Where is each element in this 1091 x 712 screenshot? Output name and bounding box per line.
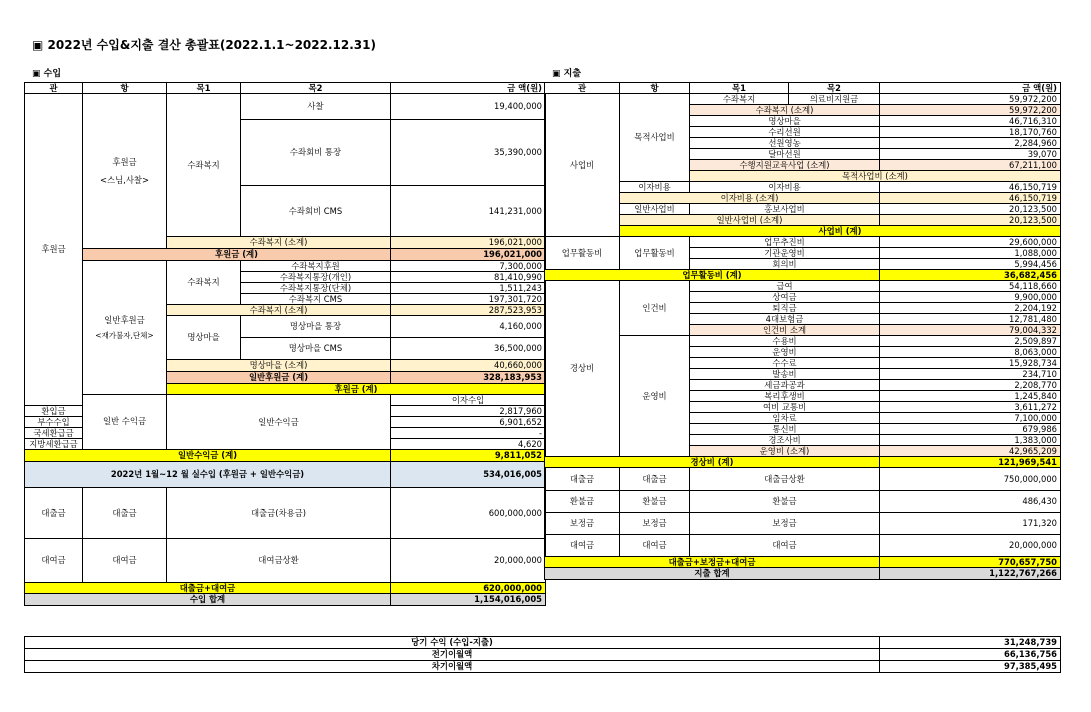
mok2-cell: 수좌복지후원 (241, 261, 391, 272)
amount-cell: 234,710 (880, 369, 1061, 380)
mok2-cell: 의료비지원금 (789, 94, 880, 105)
mok-cell: 보정금 (690, 513, 880, 535)
mok1-sujwa: 수좌복지 (167, 94, 241, 237)
amount-cell: 4,160,000 (391, 316, 546, 338)
header-hang: 항 (620, 83, 690, 94)
table-row (545, 468, 1061, 491)
mok-cell: 달마선원 (690, 149, 880, 160)
total-label: 후원금 (계) (83, 249, 391, 261)
header-amount: 금 액(원) (880, 83, 1061, 94)
mok-cell: 급여 (690, 281, 880, 292)
mok-cell: 선원영농 (690, 138, 880, 149)
subtotal-label: 인건비 소계 (690, 325, 880, 336)
summary-amount: 31,248,739 (880, 637, 1061, 649)
summary-amount: 66,136,756 (880, 649, 1061, 661)
amount-cell: 197,301,720 (391, 294, 546, 305)
grand-total-row (545, 226, 1061, 237)
amount-cell: 29,600,000 (880, 237, 1061, 248)
gwan-upmu: 업무활동비 (545, 237, 620, 270)
amount-cell: 171,320 (880, 513, 1061, 535)
mok1-cell: 수좌복지 (690, 94, 789, 105)
mok-cell: 대여금 (690, 535, 880, 557)
subtotal-label: 수좌복지 (소계) (690, 105, 880, 116)
amount-cell: 81,410,990 (391, 272, 546, 283)
table-row (25, 395, 546, 406)
mok2-cell: 수좌복지통장(단체) (241, 283, 391, 294)
income-total-amount: 1,154,016,005 (391, 594, 546, 606)
mok-cell: 경조사비 (690, 435, 880, 446)
mok-cell: 운영비 (690, 347, 880, 358)
header-mok2: 목2 (789, 83, 880, 94)
amount-cell: 2,204,192 (880, 303, 1061, 314)
mok-cell: 여비 교통비 (690, 402, 880, 413)
mok2-cell: 명상마을 통장 (241, 316, 391, 338)
mok2-cell: 수좌회비 CMS (241, 186, 391, 237)
hang-cell: 환불금 (620, 491, 690, 513)
amount-cell: 600,000,000 (391, 488, 546, 539)
income-table (24, 82, 546, 606)
grand-total-row (545, 557, 1061, 568)
mok2-cell: 국세환급금 (25, 428, 83, 439)
grand-total-row (25, 583, 546, 594)
hang-huwon-label: 후원금 (112, 156, 137, 167)
header-amount: 금 액(원) (391, 83, 546, 94)
mok2-cell: 수좌복지통장(개인) (241, 272, 391, 283)
mok-cell: 발송비 (690, 369, 880, 380)
hang-loan: 대출금 (83, 488, 167, 539)
table-header (25, 83, 546, 94)
table-row (25, 261, 546, 272)
gwan-cell: 대여금 (545, 535, 620, 557)
subtotal-amount: 59,972,200 (880, 105, 1061, 116)
mok-cell: 홍보사업비 (690, 204, 880, 215)
table-row (545, 94, 1061, 105)
subtotal-amount: 20,123,500 (880, 215, 1061, 226)
table-row (545, 491, 1061, 513)
hang-ilban-saeop: 일반사업비 (620, 204, 690, 215)
real-income-row (25, 462, 546, 488)
subtotal-label: 일반사업비 (소계) (620, 215, 880, 226)
total-row (25, 249, 546, 261)
expense-total-amount: 1,122,767,266 (880, 568, 1061, 580)
mok-cell: 대출금상환 (690, 468, 880, 491)
subtotal-label: 운영비 (소계) (690, 446, 880, 457)
mok-cell: 복리후생비 (690, 391, 880, 402)
mok-cell: 4대보험금 (690, 314, 880, 325)
gwan-cell: 환불금 (545, 491, 620, 513)
gwan-cell: 보정금 (545, 513, 620, 535)
table-row (545, 535, 1061, 557)
subtotal-amount: 79,004,332 (880, 325, 1061, 336)
mok-lend: 대여금상환 (167, 539, 391, 583)
summary-row (25, 649, 1061, 661)
hang-huwon (83, 94, 167, 249)
gwan-gyeongsang: 경상비 (545, 281, 620, 457)
amount-cell: 46,150,719 (880, 182, 1061, 193)
gwan-loan: 대출금 (25, 488, 83, 539)
mok-cell: 수리선원 (690, 127, 880, 138)
summary-label: 차기이월액 (25, 661, 880, 673)
table-header (545, 83, 1061, 94)
amount-cell: 35,390,000 (391, 120, 546, 186)
grand-total-row (545, 457, 1061, 468)
total-amount: 770,657,750 (880, 557, 1061, 568)
amount-cell: 2,284,960 (880, 138, 1061, 149)
subtotal-label: 수행지원교육사업 (소계) (690, 160, 880, 171)
amount-cell: 12,781,480 (880, 314, 1061, 325)
grand-total-row (545, 270, 1061, 281)
mok-cell: 수용비 (690, 336, 880, 347)
amount-cell: 1,245,840 (880, 391, 1061, 402)
total-label: 일반수익금 (계) (25, 450, 391, 462)
header-mok1: 목1 (690, 83, 789, 94)
header-gwan: 관 (25, 83, 83, 94)
summary-amount: 97,385,495 (880, 661, 1061, 673)
mok-cell: 업무추진비 (690, 237, 880, 248)
gwan-cell: 대출금 (545, 468, 620, 491)
summary-label: 전기이월액 (25, 649, 880, 661)
hang-huwon-note: <스님,사찰> (99, 175, 150, 185)
amount-cell: 7,300,000 (391, 261, 546, 272)
hang-ija: 이자비용 (620, 182, 690, 193)
summary-row (25, 637, 1061, 649)
amount-cell: 20,123,500 (880, 204, 1061, 215)
amount-cell: 39,070 (880, 149, 1061, 160)
total-label: 사업비 (계) (620, 226, 1061, 237)
mok-cell: 세금과공과 (690, 380, 880, 391)
table-row (545, 513, 1061, 535)
header-mok1: 목1 (167, 83, 241, 94)
mok-cell: 임차료 (690, 413, 880, 424)
amount-cell: 5,994,456 (880, 259, 1061, 270)
summary-row (25, 661, 1061, 673)
mok-cell: 명상마을 (690, 116, 880, 127)
total-label: 일반후원금 (계) (167, 372, 391, 384)
hang-ilban: 일반수익금 (167, 395, 391, 450)
amount-cell: 141,231,000 (391, 186, 546, 237)
amount-cell: 2,817,960 (391, 406, 546, 417)
gwan-lend: 대여금 (25, 539, 83, 583)
mok2-cell: 수좌회비 통장 (241, 120, 391, 186)
total-label: 업무활동비 (계) (545, 270, 880, 281)
mok1-g-sujwa: 수좌복지 (167, 261, 241, 305)
total-label: 후원금 (계) (167, 384, 546, 395)
subtotal-amount: 42,965,209 (880, 446, 1061, 457)
mok-cell: 이자비용 (690, 182, 880, 193)
amount-cell: 20,000,000 (391, 539, 546, 583)
mok2-cell: 사찰 (241, 94, 391, 120)
amount-cell: 1,511,243 (391, 283, 546, 294)
mok-cell: 수수료 (690, 358, 880, 369)
mok-cell: 상여금 (690, 292, 880, 303)
expense-total-row (545, 568, 1061, 580)
amount-cell: 2,208,770 (880, 380, 1061, 391)
table-row (545, 281, 1061, 292)
mok-cell: 통신비 (690, 424, 880, 435)
mok2-cell: 이자수입 (391, 395, 546, 406)
amount-cell: 486,430 (880, 491, 1061, 513)
amount-cell: 4,620 (391, 439, 546, 450)
subtotal-amount: 46,150,719 (880, 193, 1061, 204)
total-amount: 9,811,052 (391, 450, 546, 462)
table-row (545, 336, 1061, 347)
amount-cell: - (391, 428, 546, 439)
subtotal-amount: 40,660,000 (391, 360, 546, 372)
mok2-cell: 수좌복지 CMS (241, 294, 391, 305)
gwan-huwon: 후원금 (25, 94, 83, 406)
table-row (25, 94, 546, 120)
hang-cell: 대여금 (620, 535, 690, 557)
amount-cell: 46,716,310 (880, 116, 1061, 127)
real-income-label: 2022년 1월~12 월 실수입 (후원금 + 일반수익금) (25, 462, 391, 488)
amount-cell: 36,500,000 (391, 338, 546, 360)
total-label: 대출금+대여금 (25, 583, 391, 594)
table-row (25, 488, 546, 539)
hang-lend: 대여금 (83, 539, 167, 583)
subtotal-amount: 287,523,953 (391, 305, 546, 316)
header-hang: 항 (83, 83, 167, 94)
subtotal-row (545, 215, 1061, 226)
amount-cell: 1,088,000 (880, 248, 1061, 259)
total-amount: 196,021,000 (391, 249, 546, 261)
amount-cell: 20,000,000 (880, 535, 1061, 557)
expense-section-label: ▣ 지출 (552, 69, 582, 79)
mok-cell: 기관운영비 (690, 248, 880, 259)
subtotal-label: 수좌복지 (소계) (167, 237, 391, 249)
mok-cell: 회의비 (690, 259, 880, 270)
hang-general (83, 261, 167, 395)
mok-loan: 대출금(차용금) (167, 488, 391, 539)
grand-total-row (25, 450, 546, 462)
subtotal-label: 명상마을 (소계) (167, 360, 391, 372)
mok1-myeongsang: 명상마을 (167, 316, 241, 360)
hang-general-label: 일반후원금 (104, 314, 145, 325)
hang-general-note: <재가불자,단체> (95, 330, 154, 340)
gwan-saeop: 사업비 (545, 94, 620, 237)
hang-unyeong: 운영비 (620, 336, 690, 457)
total-amount: 121,969,541 (880, 457, 1061, 468)
mok2-cell: 명상마을 CMS (241, 338, 391, 360)
income-section-label: ▣ 수입 (32, 69, 62, 79)
table-row (545, 237, 1061, 248)
amount-cell: 59,972,200 (880, 94, 1061, 105)
income-total-label: 수입 합계 (25, 594, 391, 606)
expense-total-label: 지출 합계 (545, 568, 880, 580)
amount-cell: 18,170,760 (880, 127, 1061, 138)
header-gwan: 관 (545, 83, 620, 94)
page-title: ▣ 2022년 수입&지출 결산 총괄표(2022.1.1~2022.12.31) (32, 38, 376, 52)
amount-cell: 19,400,000 (391, 94, 546, 120)
amount-cell: 7,100,000 (880, 413, 1061, 424)
mok2-cell: 부수수입 (25, 417, 83, 428)
summary-table (24, 636, 1061, 673)
summary-label: 당기 수익 (수입-지출) (25, 637, 880, 649)
amount-cell: 8,063,000 (880, 347, 1061, 358)
table-row (25, 539, 546, 583)
hang-cell: 대출금 (620, 468, 690, 491)
amount-cell: 9,900,000 (880, 292, 1061, 303)
subtotal-label: 수좌복지 (소계) (167, 305, 391, 316)
total-amount: 36,682,456 (880, 270, 1061, 281)
total-amount: 620,000,000 (391, 583, 546, 594)
subtotal-amount: 67,211,100 (880, 160, 1061, 171)
hang-mokjeok: 목적사업비 (620, 94, 690, 182)
mok-cell: 퇴직금 (690, 303, 880, 314)
amount-cell: 750,000,000 (880, 468, 1061, 491)
amount-cell: 2,509,897 (880, 336, 1061, 347)
hang-ingeon: 인건비 (620, 281, 690, 336)
hang-upmu: 업무활동비 (620, 237, 690, 270)
hang-cell: 보정금 (620, 513, 690, 535)
header-mok2: 목2 (241, 83, 391, 94)
table-row (545, 182, 1061, 193)
mok-cell: 환불금 (690, 491, 880, 513)
total-label: 경상비 (계) (545, 457, 880, 468)
total-label: 대출금+보정금+대여금 (545, 557, 880, 568)
subtotal-label: 이자비용 (소계) (620, 193, 880, 204)
table-row (545, 204, 1061, 215)
subtotal-row (545, 193, 1061, 204)
total-amount: 328,183,953 (391, 372, 546, 384)
subtotal-amount: 196,021,000 (391, 237, 546, 249)
expense-table (544, 82, 1061, 580)
amount-cell: 3,611,272 (880, 402, 1061, 413)
mok2-cell: 환입금 (25, 406, 83, 417)
income-total-row (25, 594, 546, 606)
amount-cell: 1,383,000 (880, 435, 1061, 446)
amount-cell: 6,901,652 (391, 417, 546, 428)
gwan-ilban: 일반 수익금 (83, 395, 167, 450)
amount-cell: 15,928,734 (880, 358, 1061, 369)
amount-cell: 679,986 (880, 424, 1061, 435)
amount-cell: 54,118,660 (880, 281, 1061, 292)
real-income-amount: 534,016,005 (391, 462, 546, 488)
subtotal-label: 목적사업비 (소계) (690, 171, 1061, 182)
mok2-cell: 지방세환급금 (25, 439, 83, 450)
